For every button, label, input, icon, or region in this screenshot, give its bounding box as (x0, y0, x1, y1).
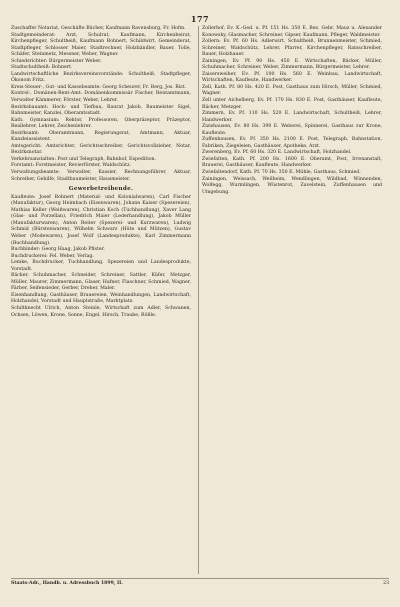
paragraph: Stadtgemeinderat: Arzt, Schulrat, Kaufmann, Kirchenbeirat, Kirchenpfleger, Schultheiß, Kaufmann Bohnert, Schildwirt, Gemeinderat, Stadtpfleger, Schlosser Maier, Stadtrechner, Holzhändler, Bauer, Tolle, Schäfer, Steinmetz, Messner, Weber, Wagner. (11, 32, 191, 58)
paragraph: Zwerenberg, Ev. Pf. 60 Hs. 320 E. Landwirtschaft, Holzhandel. (202, 150, 352, 156)
page-footer (11, 578, 389, 586)
paragraph: Kreis-Steuer-, Gut- und Kassebeamte: Georg Scheurer, Fr. Berg, Jos. Rist. (11, 84, 187, 90)
paragraph: Buchdruckerei: Fel. Weber, Verlag. (11, 253, 94, 259)
paragraph: Zimmern, Ev. Pf. 110 Hs. 520 E. Landwirtschaft, Schultheiß, Lehrer, Handwerker. (202, 111, 382, 123)
column-divider (198, 26, 199, 574)
paragraph: Zell unter Aichelberg, Ev. Pf. 170 Hs. 830 E. Post, Gasthäuser, Kaufleute, Bäcker, Metzger. (202, 98, 382, 110)
footer-signature: Staats-Adr., Handb. u. Adressbuch 1899, II. (11, 581, 123, 586)
paragraph: Bäcker, Schuhmacher, Schneider, Schreiner, Sattler, Küfer, Metzger, Müller, Maurer, Zimmermann, Glaser, Hafner, Flaschner, Schmied, Wagner, Färber, Seifensieder, Gerber, Dreher, Maler. (11, 273, 191, 292)
paragraph: Zaisersweiher, Ev. Pf. 100 Hs. 560 E. Weinbau, Landwirtschaft, Wirtschaften, Kaufleute, Handwerker. (202, 71, 382, 84)
paragraph: Zwiefaltendorf, Kath. Pf. 70 Hs. 350 E. Mühle, Gasthaus, Schmied. (202, 170, 361, 176)
paragraph: Kaufleute: Josef Bohnert (Material- und Kolonialwaren), Carl Fischer (Manufaktur), Georg Heimbach (Eisenwaren), Johann Kaiser (Spezereien), Mathias Keller (Weißwaren), Christian Koch (Tuchhandlung), Xaver Lang (Glas- und Porzellan), Friedrich Maier (Lederhandlung), Jakob Müller (Manufakturwaren), Anton Reiter (Spezerei- und Kurzwaren), Ludwig Schmid (Bürstenwaren), Wilhelm Schwarz (Hüte und Mützen), Gustav Weber (Modewaren), Josef Wolf (Landesprodukte), Karl Zimmermann (Buchhandlung). (11, 194, 191, 246)
paragraph: Zollern: Ev. Pf. 60 Hs. Adlerwirt, Schultheiß, Brunnenmeister, Schmied, Schreiner, Waldschütz, Lehrer, Pfarrer, Kirchenpfleger, Ratsschreiber, Bauer, Holzhauer. (202, 39, 382, 58)
paragraph: Forstamt: Forstmeister, Revierförster, Waldschütz. (11, 163, 132, 169)
paragraph: Schiedsrichter: Bürgermeister Weber. (11, 58, 102, 64)
paragraph: Kontrol-, Domänen-Rent-Amt: Domänenkommissär Fischer, Rentamtmann, Verwalter Kämmerer, Förster, Weber, Lehrer. (11, 91, 191, 104)
page-number: 177 (190, 14, 210, 24)
right-column (202, 26, 382, 196)
paragraph: Stadtschultheiß: Bohnert. (11, 65, 73, 71)
paragraph: Zuschaffer Notariat, Geschäfte Bücher, Kaufmann Ravensburg, Fr. Hofm. (11, 26, 186, 31)
paragraph: Landwirtschaftliche Bezirksvereinsvorstände: Schultheiß, Stadtpfleger, Ökonom Fritz. (11, 71, 191, 84)
paragraph: Amtsgericht: Amtsrichter, Gerichtsschreiber, Gerichtsvollzieher, Notar, Bezirksnotar. (11, 143, 191, 156)
footer-sheet-number: 23 (383, 581, 389, 586)
paragraph: Kath. Gymnasium: Rektor, Professoren, Oberpräzeptor, Präzeptor, Reallehrer, Lehrer, Zeichenlehrer. (11, 117, 191, 130)
left-column (11, 26, 191, 319)
section-heading: Gewerbetreibende. (68, 186, 134, 193)
paragraph: Zell, Kath. Pf. 80 Hs. 420 E. Post, Gasthaus zum Hirsch, Müller, Schmied, Wagner. (202, 84, 382, 97)
paragraph: Verwaltungsbeamte: Verwalter, Kassier, Rechnungsführer, Aktuar, Schreiber, Gehilfe, Stadtbaumeister, Hausmeister. (11, 170, 191, 182)
paragraph: Lemke, Buchdrucker, Tuchhandlung, Spezereien und Landesprodukte, Vorstadt. (11, 260, 191, 272)
paragraph: Zizishausen, Ev. 80 Hs. 390 E. Weberei, Spinnerei, Gasthaus zur Krone, Kaufleute. (202, 124, 382, 136)
paragraph: Bezirksamt: Oberamtmann, Regierungsrat, Amtmann, Aktuar, Kanzleiassistent. (11, 130, 191, 143)
paragraph: Buchbinder: Georg Haag, Jakob Pfister. (11, 247, 105, 253)
paragraph: Schiltknecht Ulrich, Anton Steinle, Wirtschaft zum Adler, Schwanen, Ochsen, Löwen, Krone, Sonne, Engel, Hirsch, Traube, Rößle. (11, 305, 191, 318)
paragraph: Eisenhandlung, Gasthäuser, Brauereien, Weinhandlungen, Landwirtschaft, Holzhandel, Vorstadt und Hauptstraße, Marktplatz. (11, 292, 191, 305)
paragraph: Zuffenhausen, Ev. Pf. 350 Hs. 2100 E. Post, Telegraph, Bahnstation, Fabriken, Ziegeleien, Gasthäuser, Apotheke, Arzt. (202, 137, 382, 149)
paragraph: Verkehrsanstalten: Post und Telegraph, Bahnhof, Expedition. (11, 156, 157, 162)
paragraph: Zwiefalten, Kath. Pf. 200 Hs. 1600 E. Oberamt, Post, Irrenanstalt, Brauerei, Gasthäuser, Kaufleute, Handwerker. (202, 156, 382, 169)
paragraph: Bezirksbauamt: Hoch- und Tiefbau, Baurat Jakob, Baumeister Sigel, Bahnmeister, Kanzlei, Oberamtsstadt. (11, 104, 191, 117)
paragraph: Zollerhof, Ev. K.-Ged. u. Pf. 151 Hs. 350 E. Bez. Gebr. Mauz u. Alexander Konowsky, Glasmacher, Schreiner, Gipser, Kaufmann, Pfleger, Waldmeister. (202, 26, 382, 38)
paragraph: Zainingen, Weissach, Weilheim, Wendlingen, Wildbad, Winnenden, Wolfegg, Wurmlingen, Wüstenrot, Zavelstein, Zuffenhausen und Umgebung. (202, 176, 382, 195)
paragraph: Zainingen, Ev. Pf. 90 Hs. 450 E. Wirtschaften, Bäcker, Müller, Schuhmacher, Schreiner, Weber, Zimmermann, Bürgermeister, Lehrer. (202, 58, 382, 71)
